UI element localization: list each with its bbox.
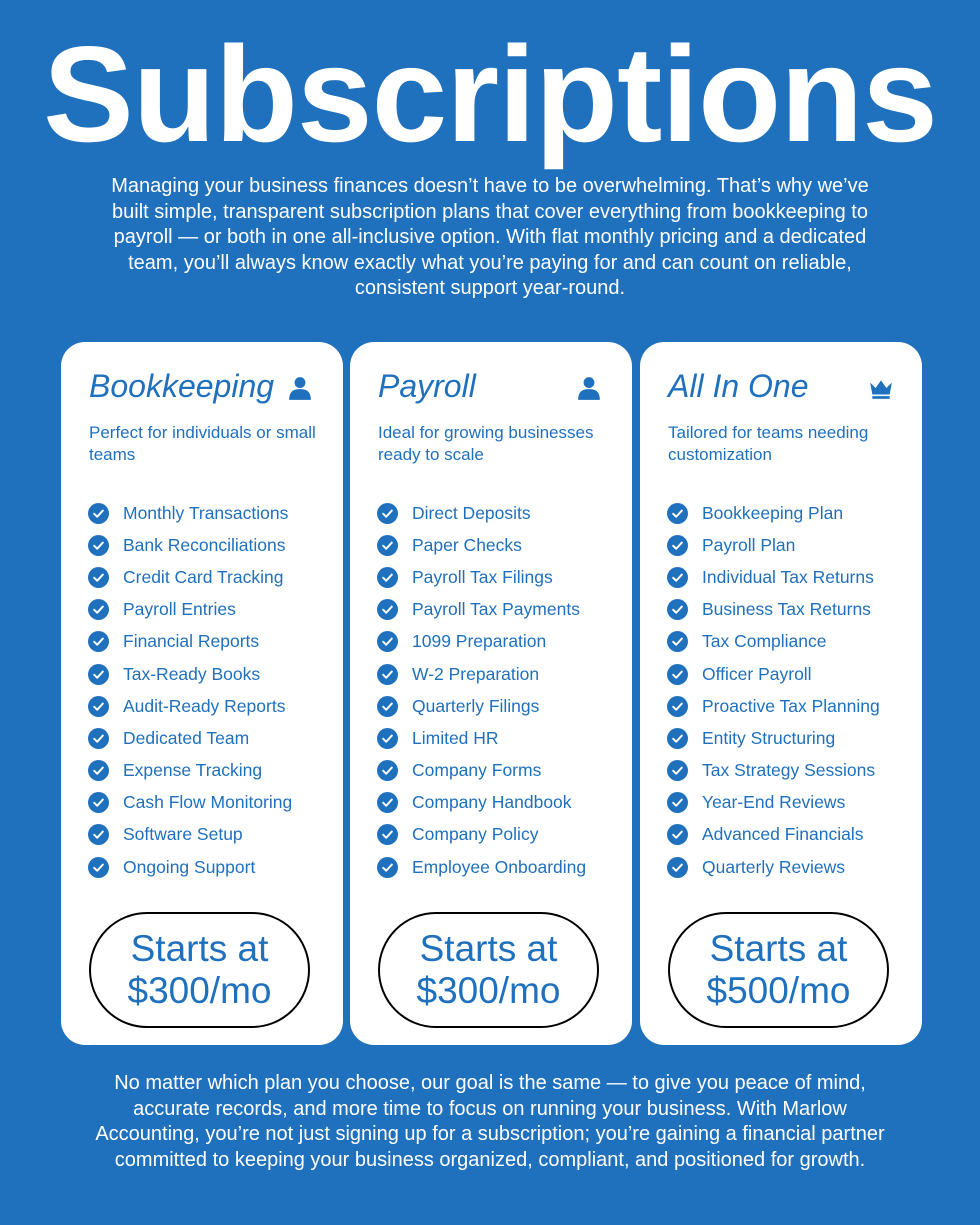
feature-item: [667, 819, 880, 851]
feature-label: Direct Deposits: [412, 502, 531, 523]
feature-item: [667, 626, 880, 658]
feature-label: W-2 Preparation: [412, 663, 540, 684]
feature-item: [377, 819, 586, 851]
user-icon: [287, 375, 313, 401]
price-prefix: Starts at: [130, 928, 269, 969]
outro-paragraph: No matter which plan you choose, our goal is the same — to give you peace of mind, accurate records, and more time to focus on running your business. With Marlow Accounting, you’re not just signing up for a subscription; you’re gaining a financial partner committed to keeping your business organized, compliant, and positioned for growth.: [95, 1072, 885, 1171]
feature-item: [377, 561, 586, 593]
user-icon: [576, 375, 602, 401]
feature-label: Individual Tax Returns: [702, 566, 874, 587]
check-circle-icon: [377, 824, 398, 845]
feature-label: Company Policy: [412, 824, 539, 845]
check-circle-icon: [667, 824, 688, 845]
check-circle-icon: [377, 664, 398, 685]
feature-label: Company Handbook: [412, 792, 572, 813]
feature-label: Business Tax Returns: [702, 599, 871, 620]
check-circle-icon: [667, 503, 688, 524]
check-circle-icon: [377, 535, 398, 556]
feature-label: Officer Payroll: [702, 663, 812, 684]
check-circle-icon: [377, 728, 398, 749]
plan-description: Perfect for individuals or small teams: [89, 423, 316, 464]
feature-label: Credit Card Tracking: [123, 566, 284, 587]
plan-name: Payroll: [378, 368, 476, 404]
check-circle-icon: [667, 760, 688, 781]
check-circle-icon: [88, 599, 109, 620]
feature-label: Dedicated Team: [123, 727, 250, 748]
feature-item: [377, 851, 586, 883]
feature-item: [377, 722, 586, 754]
price-button[interactable]: [668, 912, 889, 1028]
feature-label: Ongoing Support: [123, 856, 256, 877]
feature-label: Advanced Financials: [702, 824, 864, 845]
feature-item: [88, 755, 292, 787]
feature-label: Tax Compliance: [702, 631, 827, 652]
feature-label: Paper Checks: [412, 534, 522, 555]
check-circle-icon: [377, 503, 398, 524]
feature-label: Proactive Tax Planning: [702, 695, 880, 716]
feature-item: [88, 529, 292, 561]
feature-item: [88, 594, 292, 626]
feature-label: Payroll Entries: [123, 599, 236, 620]
feature-item: [667, 594, 880, 626]
feature-label: Payroll Tax Payments: [412, 599, 580, 620]
feature-item: [667, 690, 880, 722]
feature-item: [667, 787, 880, 819]
feature-item: [667, 722, 880, 754]
check-circle-icon: [88, 503, 109, 524]
feature-item: [377, 626, 586, 658]
feature-label: Tax-Ready Books: [123, 663, 261, 684]
price-amount: $300/mo: [127, 970, 272, 1011]
plan-card-payroll: [350, 342, 632, 1045]
check-circle-icon: [377, 792, 398, 813]
feature-item: [377, 529, 586, 561]
feature-item: [377, 787, 586, 819]
price-amount: $500/mo: [706, 970, 851, 1011]
feature-label: Audit-Ready Reports: [123, 695, 286, 716]
feature-item: [88, 787, 292, 819]
feature-item: [88, 819, 292, 851]
feature-item: [88, 690, 292, 722]
check-circle-icon: [377, 696, 398, 717]
feature-label: Company Forms: [412, 760, 542, 781]
feature-label: Employee Onboarding: [412, 856, 587, 877]
price-button[interactable]: [378, 912, 599, 1028]
feature-label: Payroll Tax Filings: [412, 566, 553, 587]
plan-card-bookkeeping: [61, 342, 343, 1045]
check-circle-icon: [88, 567, 109, 588]
feature-item: [88, 497, 292, 529]
feature-label: Monthly Transactions: [123, 502, 289, 523]
feature-item: [667, 497, 880, 529]
check-circle-icon: [667, 631, 688, 652]
feature-list: [667, 497, 880, 883]
check-circle-icon: [667, 664, 688, 685]
feature-label: Tax Strategy Sessions: [702, 760, 876, 781]
feature-item: [667, 851, 880, 883]
feature-label: Payroll Plan: [702, 534, 796, 555]
feature-item: [667, 755, 880, 787]
price-amount: $300/mo: [416, 970, 561, 1011]
check-circle-icon: [667, 599, 688, 620]
plan-description: Tailored for teams needing customization: [668, 423, 869, 464]
feature-item: [667, 561, 880, 593]
feature-list: [377, 497, 586, 883]
feature-label: Year-End Reviews: [702, 792, 846, 813]
price-prefix: Starts at: [709, 928, 848, 969]
check-circle-icon: [667, 567, 688, 588]
check-circle-icon: [88, 631, 109, 652]
page-title: Subscriptions: [43, 18, 937, 170]
feature-label: Limited HR: [412, 727, 499, 748]
feature-label: Entity Structuring: [702, 727, 836, 748]
feature-label: Quarterly Reviews: [702, 856, 845, 877]
check-circle-icon: [667, 857, 688, 878]
feature-item: [377, 497, 586, 529]
plan-name: All In One: [668, 368, 809, 404]
price-prefix: Starts at: [419, 928, 558, 969]
check-circle-icon: [667, 535, 688, 556]
feature-item: [377, 658, 586, 690]
feature-label: Cash Flow Monitoring: [123, 792, 293, 813]
check-circle-icon: [88, 792, 109, 813]
check-circle-icon: [88, 857, 109, 878]
check-circle-icon: [377, 631, 398, 652]
plan-description: Ideal for growing businesses ready to scale: [378, 423, 594, 464]
plan-card-all-in-one: [640, 342, 922, 1045]
feature-item: [88, 658, 292, 690]
feature-item: [88, 722, 292, 754]
feature-item: [377, 594, 586, 626]
feature-label: Quarterly Filings: [412, 695, 540, 716]
check-circle-icon: [88, 824, 109, 845]
feature-label: Financial Reports: [123, 631, 260, 652]
feature-label: Bookkeeping Plan: [702, 502, 844, 523]
check-circle-icon: [88, 535, 109, 556]
check-circle-icon: [88, 728, 109, 749]
check-circle-icon: [377, 760, 398, 781]
plan-name: Bookkeeping: [89, 368, 275, 404]
check-circle-icon: [667, 696, 688, 717]
check-circle-icon: [88, 696, 109, 717]
feature-item: [377, 690, 586, 722]
feature-item: [667, 529, 880, 561]
check-circle-icon: [667, 792, 688, 813]
check-circle-icon: [377, 857, 398, 878]
check-circle-icon: [377, 599, 398, 620]
check-circle-icon: [88, 760, 109, 781]
intro-paragraph: Managing your business finances doesn’t have to be overwhelming. That’s why we’ve built simple, transparent subscription plans that cover everything from bookkeeping to payroll — or both in one all-inclusive option. With flat monthly pricing and a dedicated team, you’ll always know exactly what you’re paying for and can count on reliable, consistent support year-round.: [111, 175, 869, 299]
feature-label: 1099 Preparation: [412, 631, 547, 652]
feature-item: [667, 658, 880, 690]
crown-icon: [868, 375, 894, 401]
check-circle-icon: [667, 728, 688, 749]
check-circle-icon: [88, 664, 109, 685]
feature-item: [377, 755, 586, 787]
feature-item: [88, 851, 292, 883]
check-circle-icon: [377, 567, 398, 588]
feature-label: Expense Tracking: [123, 760, 263, 781]
price-button[interactable]: [89, 912, 310, 1028]
feature-item: [88, 626, 292, 658]
feature-list: [88, 497, 292, 883]
feature-label: Software Setup: [123, 824, 243, 845]
feature-item: [88, 561, 292, 593]
feature-label: Bank Reconciliations: [123, 534, 286, 555]
